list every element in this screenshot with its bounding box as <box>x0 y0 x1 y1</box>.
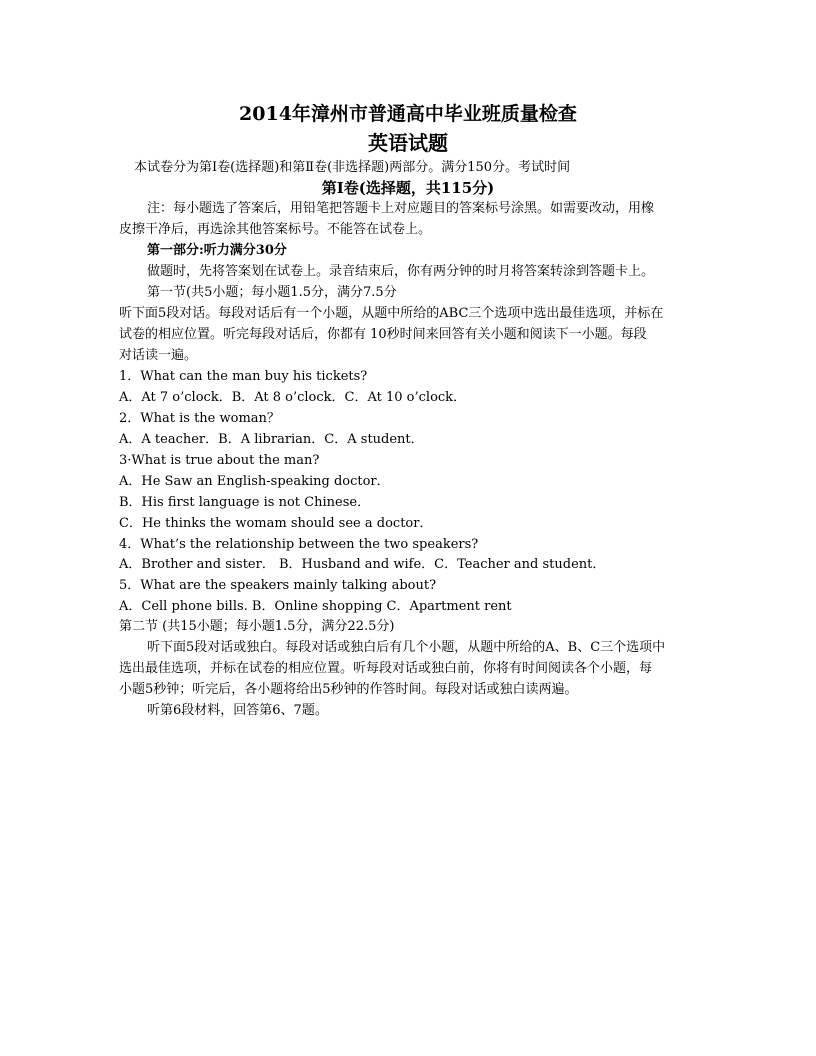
question-2-options: A．A teacher．B．A librarian．C．A student． <box>119 432 424 447</box>
question-3-option-c: C．He thinks the womam should see a doctor． <box>119 516 433 531</box>
section1-instruction: 做题时，先将答案划在试卷上。录音结束后，你有两分钟的时月将答案转涂到答题卡上。 <box>147 264 655 279</box>
question-1-options: A．At 7 o’clock．B．At 8 o’clock．C．At 10 o’clock． <box>119 390 467 405</box>
subsection1-heading: 第一节(共5小题；每小题1.5分，满分7.5分 <box>147 285 397 300</box>
subsection1-line-3: 对话读一遍。 <box>119 348 198 363</box>
subsection2-line-1: 听下面5段对话或独白。每段对话或独白后有几个小题，从题中所给的A、B、C三个选项中 <box>147 640 666 655</box>
question-1: 1．What can the man buy his tickets? <box>119 369 368 384</box>
note-line-1: 注：每小题选了答案后，用铅笔把答题卡上对应题目的答案标号涂黑。如需要改动，用橡 <box>147 201 655 216</box>
question-5-options: A．Cell phone bills. B．Online shopping C．Apartment rent <box>119 599 512 614</box>
exam-title: 2014年漳州市普通高中毕业班质量检查 <box>239 103 577 125</box>
question-2: 2．What is the woman？ <box>119 411 280 426</box>
subsection2-line-2: 选出最佳选项，并标在试卷的相应位置。听每段对话或独白前，你将有时间阅读各个小题，每 <box>119 661 653 676</box>
subsection1-line-1: 听下面5段对话。每段对话后有一个小题，从题中所给的ABC三个选项中选出最佳选项，并标在 <box>119 306 664 321</box>
question-4-options: A．Brother and sister． B．Husband and wife．C．Teacher and student． <box>119 557 606 572</box>
question-3-option-a: A．He Saw an English-speaking doctor． <box>119 474 390 489</box>
section1-heading: 第一部分:听力满分30分 <box>147 243 287 258</box>
exam-subtitle: 英语试题 <box>368 131 448 155</box>
question-3-option-b: B．His first language is not Chinese． <box>119 495 371 510</box>
question-5: 5．What are the speakers mainly talking about? <box>119 578 437 593</box>
intro-text: 本试卷分为第Ⅰ卷(选择题)和第Ⅱ卷(非选择题)两部分。满分150分。考试时间 <box>134 160 571 175</box>
part1-title: 第Ⅰ卷(选择题，共115分) <box>321 179 495 197</box>
subsection1-line-2: 试卷的相应位置。听完每段对话后，你都有 10秒时间来回答有关小题和阅读下一小题。每段 <box>119 327 647 342</box>
subsection2-heading: 第二节 (共15小题；每小题1.5分，满分22.5分) <box>119 619 395 634</box>
subsection2-line-3: 小题5秒钟；听完后，各小题将给出5秒钟的作答时间。每段对话或独白读两遍。 <box>119 682 578 697</box>
question-4: 4．What’s the relationship between the two speakers? <box>119 537 479 552</box>
subsection2-line-4: 听第6段材料，回答第6、7题。 <box>147 703 328 718</box>
note-line-2: 皮擦干净后，再选涂其他答案标号。不能答在试卷上。 <box>119 222 432 237</box>
question-3: 3·What is true about the man? <box>119 453 320 468</box>
